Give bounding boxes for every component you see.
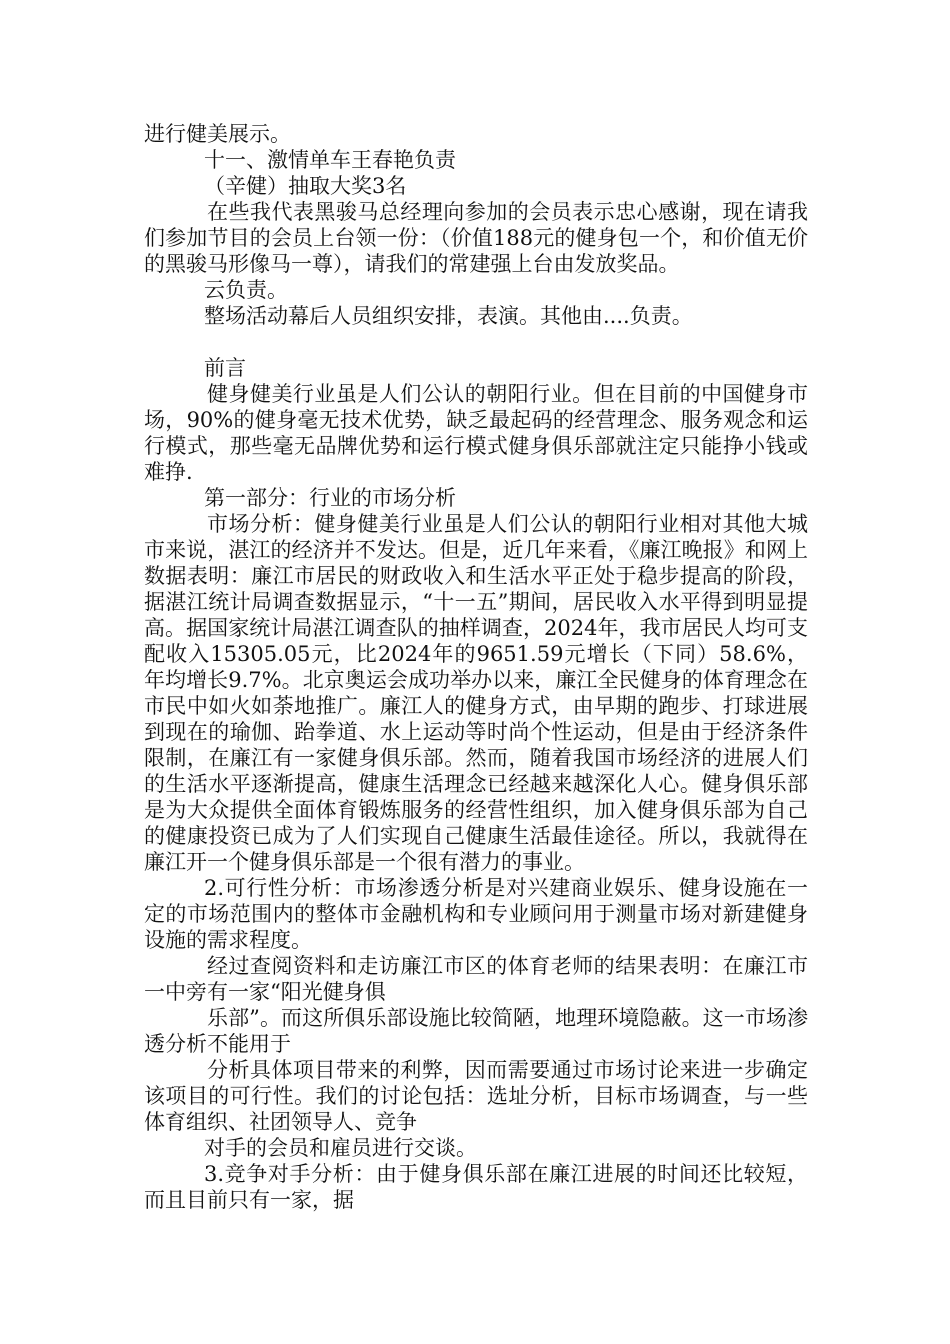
paragraph: 经过查阅资料和走访廉江市区的体育老师的结果表明：在廉江市一中旁有一家“阳光健身俱 [144,954,808,1004]
paragraph: 市场分析：健身健美行业虽是人们公认的朝阳行业相对其他大城市来说，湛江的经济并不发达。但是，近几年来看，《廉江晚报》和网上数据表明：廉江市居民的财政收入和生活水平正处于稳步提高的阶段，据湛江统计局调查数据显示，“十一五”期间，居民收入水平得到明显提高。据国家统计局湛江调查队的抽样调查，2024年，我市居民人均可支配收入15305.05元，比2024年的9651.59元增长（下同）58.6%，年均增长9.7%。北京奥运会成功举办以来，廉江全民健身的体育理念在市民中如火如荼地推广。廉江人的健身方式，由早期的跑步、打球进展到现在的瑜伽、跆拳道、水上运动等时尚个性运动，但是由于经济条件限制，在廉江有一家健身俱乐部。然而，随着我国市场经济的进展人们的生活水平逐渐提高，健康生活理念已经越来越深化人心。健身俱乐部是为大众提供全面体育锻炼服务的经营性组织，加入健身俱乐部为自己的健康投资已成为了人们实现自己健康生活最佳途径。所以，我就得在廉江开一个健身俱乐部是一个很有潜力的事业。 [144,512,808,874]
paragraph: 2.可行性分析：市场渗透分析是对兴建商业娱乐、健身设施在一定的市场范围内的整体市金融机构和专业顾问用于测量市场对新建健身设施的需求程度。 [144,876,808,952]
blank-line [144,329,808,355]
paragraph: 云负责。 [204,278,288,302]
paragraph: 分析具体项目带来的利弊，因而需要通过市场讨论来进一步确定该项目的可行性。我们的讨论包括：选址分析，目标市场调查，与一些体育组织、社团领导人、竞争 [144,1058,808,1134]
paragraph: （辛健）抽取大奖3名 [204,174,407,198]
paragraph: 乐部”。而这所俱乐部设施比较简陋，地理环境隐蔽。这一市场渗透分析不能用于 [144,1006,808,1056]
paragraph: 3.竞争对手分析：由于健身俱乐部在廉江进展的时间还比较短，而且目前只有一家，据 [144,1162,808,1212]
section-heading: 前言 [204,356,246,380]
paragraph: 进行健美展示。 [144,122,291,146]
paragraph: 整场活动幕后人员组织安排，表演。其他由....负责。 [204,304,693,328]
paragraph: 健身健美行业虽是人们公认的朝阳行业。但在目前的中国健身市场，90%的健身毫无技术优势，缺乏最起码的经营理念、服务观念和运行模式，那些毫无品牌优势和运行模式健身俱乐部就注定只能挣小钱或难挣. [144,382,808,484]
document-body [144,121,808,1213]
paragraph: 对手的会员和雇员进行交谈。 [204,1136,477,1160]
section-heading: 十一、激情单车王春艳负责 [204,148,456,172]
section-heading: 第一部分：行业的市场分析 [204,486,456,510]
paragraph: 在些我代表黑骏马总经理向参加的会员表示忠心感谢，现在请我们参加节目的会员上台领一份：（价值188元的健身包一个，和价值无价的黑骏马形像马一尊），请我们的常建强上台由发放奖品。 [144,200,808,276]
